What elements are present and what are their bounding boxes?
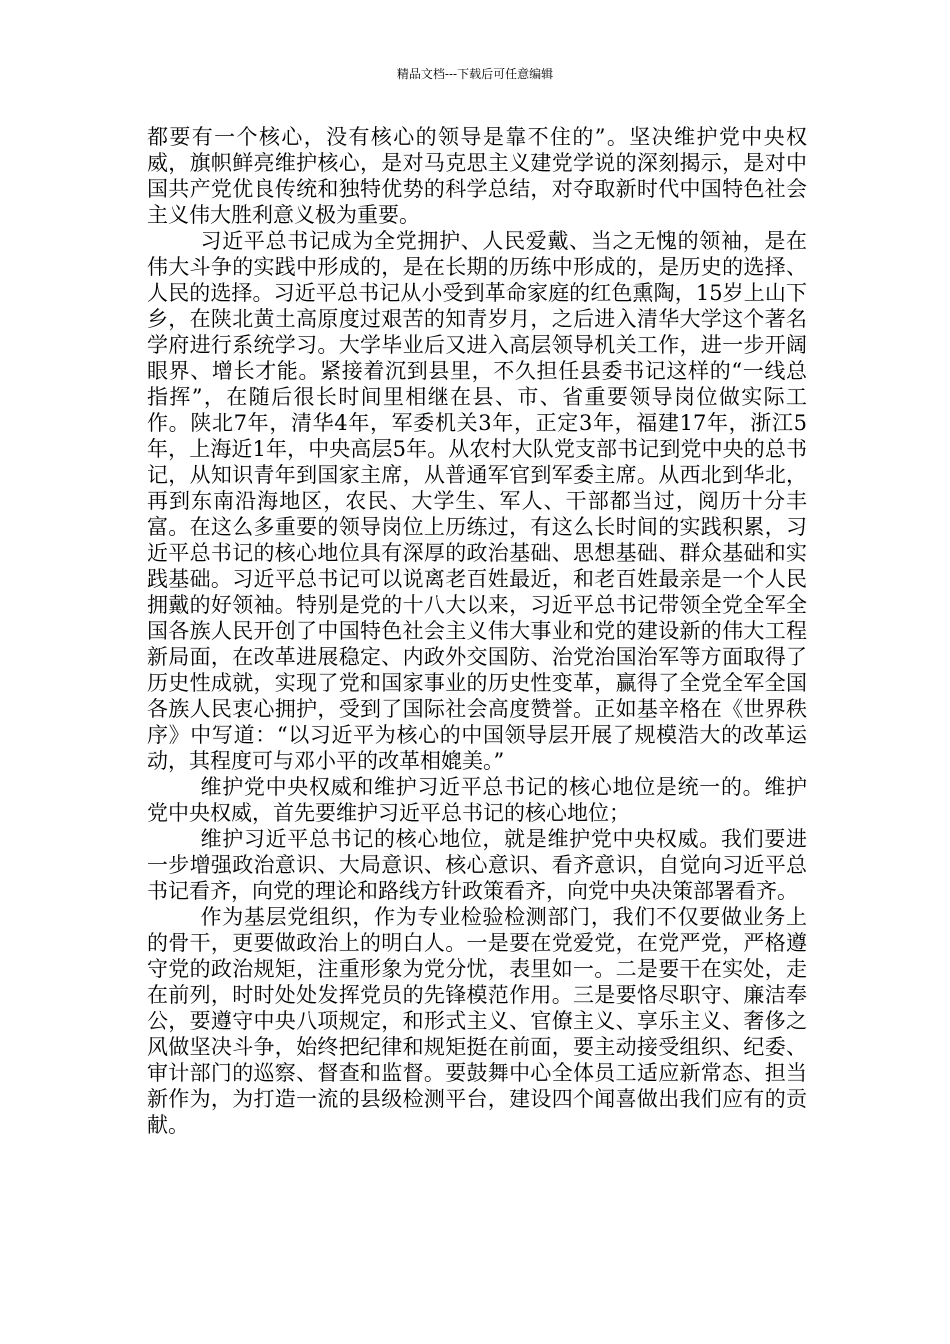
- paragraph-grassroots-duty: 作为基层党组织，作为专业检验检测部门，我们不仅要做业务上的骨干，更要做政治上的明白人。一是要在党爱党，在党严党，严格遵守党的政治规矩，注重形象为党分忧，表里如一。二是要干在实处，走在前列，时时处处发挥党员的先锋模范作用。三是要恪尽职守、廉洁奉公，要遵守中央八项规定，和形式主义、官僚主义、享乐主义、奢侈之风做坚决斗争，始终把纪律和规矩挺在前面，要主动接受组织、纪委、审计部门的巡察、督查和监督。要鼓舞中心全体员工适应新常态、担当新作为，为打造一流的县级检测平台，建设四个闻喜做出我们应有的贡献。: [147, 905, 807, 1137]
- paragraph-leader-experience: 习近平总书记成为全党拥护、人民爱戴、当之无愧的领袖，是在伟大斗争的实践中形成的，是在长期的历练中形成的，是历史的选择、人民的选择。习近平总书记从小受到革命家庭的红色熏陶，15岁上山下乡，在陕北黄土高原度过艰苦的知青岁月，之后进入清华大学这个著名学府进行系统学习。大学毕业后又进入高层领导机关工作，进一步开阔眼界、增长才能。紧接着沉到县里，不久担任县委书记这样的“一线总指挥”，在随后很长时间里相继在县、市、省重要领导岗位做实际工作。陕北7年，清华4年，军委机关3年，正定3年，福建17年，浙江5年，上海近1年，中央高层5年。从农村大队党支部书记到党中央的总书记，从知识青年到国家主席，从普通军官到军委主席。从西北到华北，再到东南沿海地区，农民、大学生、军人、干部都当过，阅历十分丰富。在这么多重要的领导岗位上历练过，有这么长时间的实践积累，习近平总书记的核心地位具有深厚的政治基础、思想基础、群众基础和实践基础。习近平总书记可以说离老百姓最近，和老百姓最亲是一个人民拥戴的好领袖。特别是党的十八大以来，习近平总书记带领全党全军全国各族人民开创了中国特色社会主义伟大事业和党的建设新的伟大工程新局面，在改革进展稳定、内政外交国防、治党治国治军等方面取得了历史性成就，实现了党和国家事业的历史性变革，赢得了全党全军全国各族人民衷心拥护，受到了国际社会高度赞誉。正如基辛格在《世界秩序》中写道：“以习近平为核心的中国领导层开展了规模浩大的改革运动，其程度可与邓小平的改革相媲美。”: [147, 229, 807, 773]
- document-body: [147, 124, 807, 1138]
- paragraph-continued: 都要有一个核心，没有核心的领导是靠不住的”。坚决维护党中央权威，旗帜鲜亮维护核心，是对马克思主义建党学说的深刻揭示，是对中国共产党优良传统和独特优势的科学总结，对夺取新时代中国特色社会主义伟大胜利意义极为重要。: [147, 125, 807, 227]
- paragraph-core-status: 维护习近平总书记的核心地位，就是维护党中央权威。我们要进一步增强政治意识、大局意识、核心意识、看齐意识，自觉向习近平总书记看齐，向党的理论和路线方针政策看齐，向党中央决策部署看齐。: [147, 827, 807, 903]
- page-header: 精品文档---下载后可任意编辑: [396, 67, 554, 81]
- paragraph-authority-unity: 维护党中央权威和维护习近平总书记的核心地位是统一的。维护党中央权威，首先要维护习近平总书记的核心地位；: [147, 775, 807, 825]
